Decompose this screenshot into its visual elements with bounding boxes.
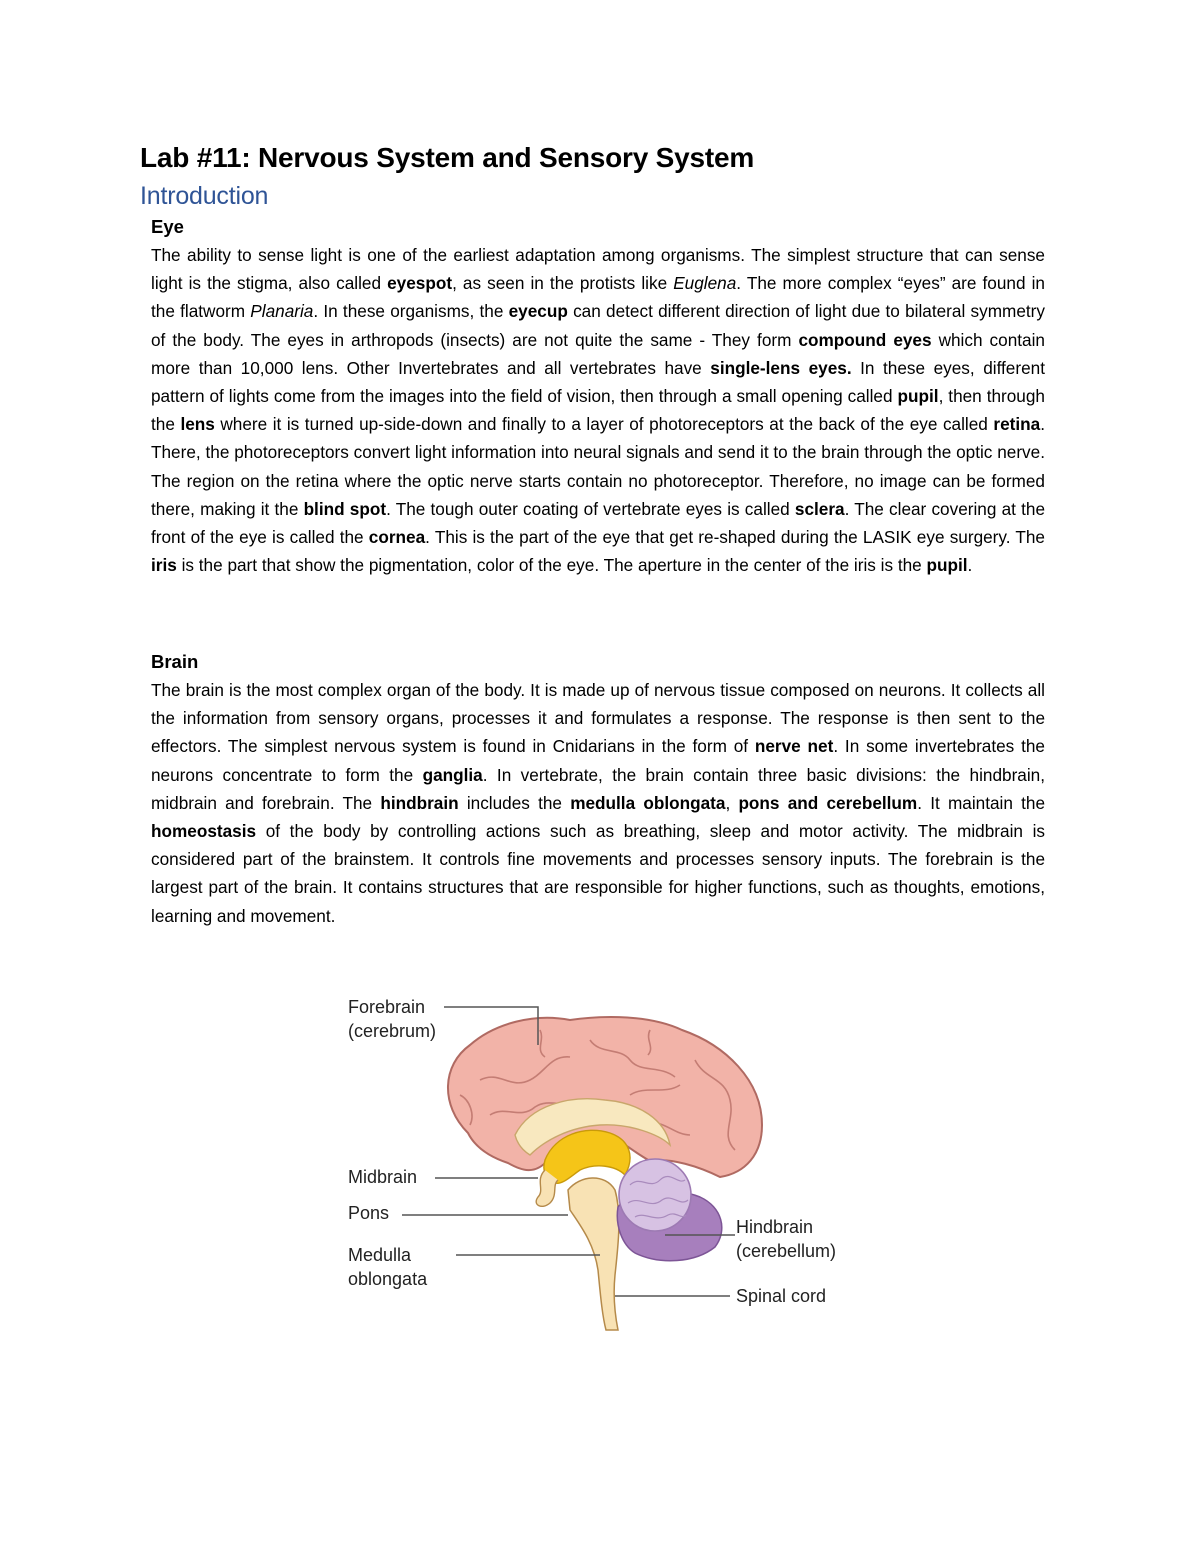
text-run: . In vertebrate, the brain contain three basic divisions: the hindbrain, midbrain and forebrain. The bbox=[151, 764, 1046, 813]
label-cerebellum: (cerebellum) bbox=[736, 1241, 837, 1261]
cerebellum-shape bbox=[619, 1159, 691, 1231]
bold-term: pupil bbox=[897, 386, 939, 407]
bold-term: ganglia bbox=[422, 764, 483, 785]
subheading-eye: Eye bbox=[151, 216, 184, 237]
brain-diagram bbox=[330, 985, 890, 1335]
bold-term: single-lens eyes. bbox=[710, 357, 852, 378]
label-medulla: Medulla bbox=[348, 1245, 412, 1265]
text-run: . This is the part of the eye that get re-shaped during the LASIK eye surgery. The bbox=[425, 527, 1045, 548]
label-spinal-cord: Spinal cord bbox=[736, 1286, 827, 1306]
text-run: can detect different direction of light due to bilateral symmetry of the body. The eyes in arthropods (insects) are not quite the same - They form bbox=[151, 301, 1045, 350]
label-forebrain: Forebrain bbox=[348, 997, 426, 1017]
italic-term: Euglena bbox=[673, 273, 737, 294]
text-run: The brain is the most complex organ of the body. It is made up of nervous tissue composed on neurons. It collects all the information from sensory organs, processes it and formulates a response. The response is then sent to the effectors. The simplest nervous system is found in Cnidarians in the form of bbox=[151, 680, 1045, 757]
text-run: , then through the bbox=[151, 386, 1045, 435]
label-midbrain: Midbrain bbox=[348, 1167, 418, 1187]
bold-term: retina bbox=[993, 414, 1041, 435]
bold-term: eyecup bbox=[508, 301, 568, 322]
label-hindbrain: Hindbrain bbox=[736, 1217, 814, 1237]
text-run: . The clear covering at the front of the eye is called the bbox=[151, 498, 1046, 548]
text-run: . The tough outer coating of vertebrate eyes is called bbox=[386, 498, 795, 519]
text-run: In these eyes, different pattern of lights come from the images into the field of vision, then through a small opening called bbox=[151, 357, 1045, 407]
bold-term: homeostasis bbox=[151, 821, 257, 842]
text-run: which contain more than 10,000 lens. Other Invertebrates and all vertebrates have bbox=[151, 329, 1045, 378]
text-run: . In these organisms, the bbox=[313, 301, 509, 322]
section-heading-introduction: Introduction bbox=[140, 182, 269, 210]
bold-term: eyespot bbox=[387, 273, 453, 294]
text-run: . There, the photoreceptors convert light information into neural signals and send it to the brain through the optic nerve. The region on the retina where the optic nerve starts contain no photoreceptor. Therefore, no image can be formed there, making it the bbox=[151, 414, 1045, 519]
bold-term: blind spot bbox=[303, 498, 387, 519]
bold-term: hindbrain bbox=[380, 792, 459, 813]
bold-term: compound eyes bbox=[798, 329, 932, 350]
text-run: includes the bbox=[458, 792, 571, 813]
text-run: where it is turned up-side-down and finally to a layer of photoreceptors at the back of the eye called bbox=[214, 414, 994, 435]
bold-term: medulla oblongata bbox=[570, 792, 726, 813]
bold-term: iris bbox=[151, 555, 177, 576]
paragraph-brain bbox=[151, 676, 1045, 930]
text-run: The ability to sense light is one of the earliest adaptation among organisms. The simplest structure that can sense light is the stigma, also called bbox=[151, 245, 1045, 294]
text-run: is the part that show the pigmentation, color of the eye. The aperture in the center of the iris is the bbox=[176, 555, 927, 576]
bold-term: pons and cerebellum bbox=[738, 792, 918, 813]
text-run: . In some invertebrates the neurons concentrate to form the bbox=[151, 736, 1045, 785]
text-run: of the body by controlling actions such as breathing, sleep and motor activity. The midbrain is considered part of the brainstem. It controls fine movements and processes sensory inputs. The forebrain is the largest part of the brain. It contains structures that are responsible for higher functions, such as thoughts, emotions, learning and movement. bbox=[151, 821, 1045, 926]
paragraph-eye bbox=[151, 241, 1045, 579]
bold-term: cornea bbox=[368, 527, 426, 548]
brainstem-shape bbox=[568, 1178, 619, 1330]
text-run: . The more complex “eyes” are found in the flatworm bbox=[151, 273, 1045, 322]
page-title: Lab #11: Nervous System and Sensory System bbox=[140, 142, 755, 173]
bold-term: pupil bbox=[926, 555, 968, 576]
bold-term: lens bbox=[180, 414, 215, 435]
bold-term: nerve net bbox=[754, 736, 834, 757]
label-pons: Pons bbox=[348, 1203, 390, 1223]
label-cerebrum: (cerebrum) bbox=[348, 1021, 437, 1041]
text-run: . It maintain the bbox=[917, 792, 1046, 813]
label-oblongata: oblongata bbox=[348, 1269, 428, 1289]
subheading-brain: Brain bbox=[151, 651, 199, 672]
bold-term: sclera bbox=[794, 498, 845, 519]
text-run: , bbox=[725, 792, 739, 813]
brain-diagram-svg bbox=[330, 985, 890, 1335]
italic-term: Planaria bbox=[250, 301, 314, 322]
text-run: , as seen in the protists like bbox=[452, 273, 674, 294]
text-run: . bbox=[967, 555, 973, 576]
